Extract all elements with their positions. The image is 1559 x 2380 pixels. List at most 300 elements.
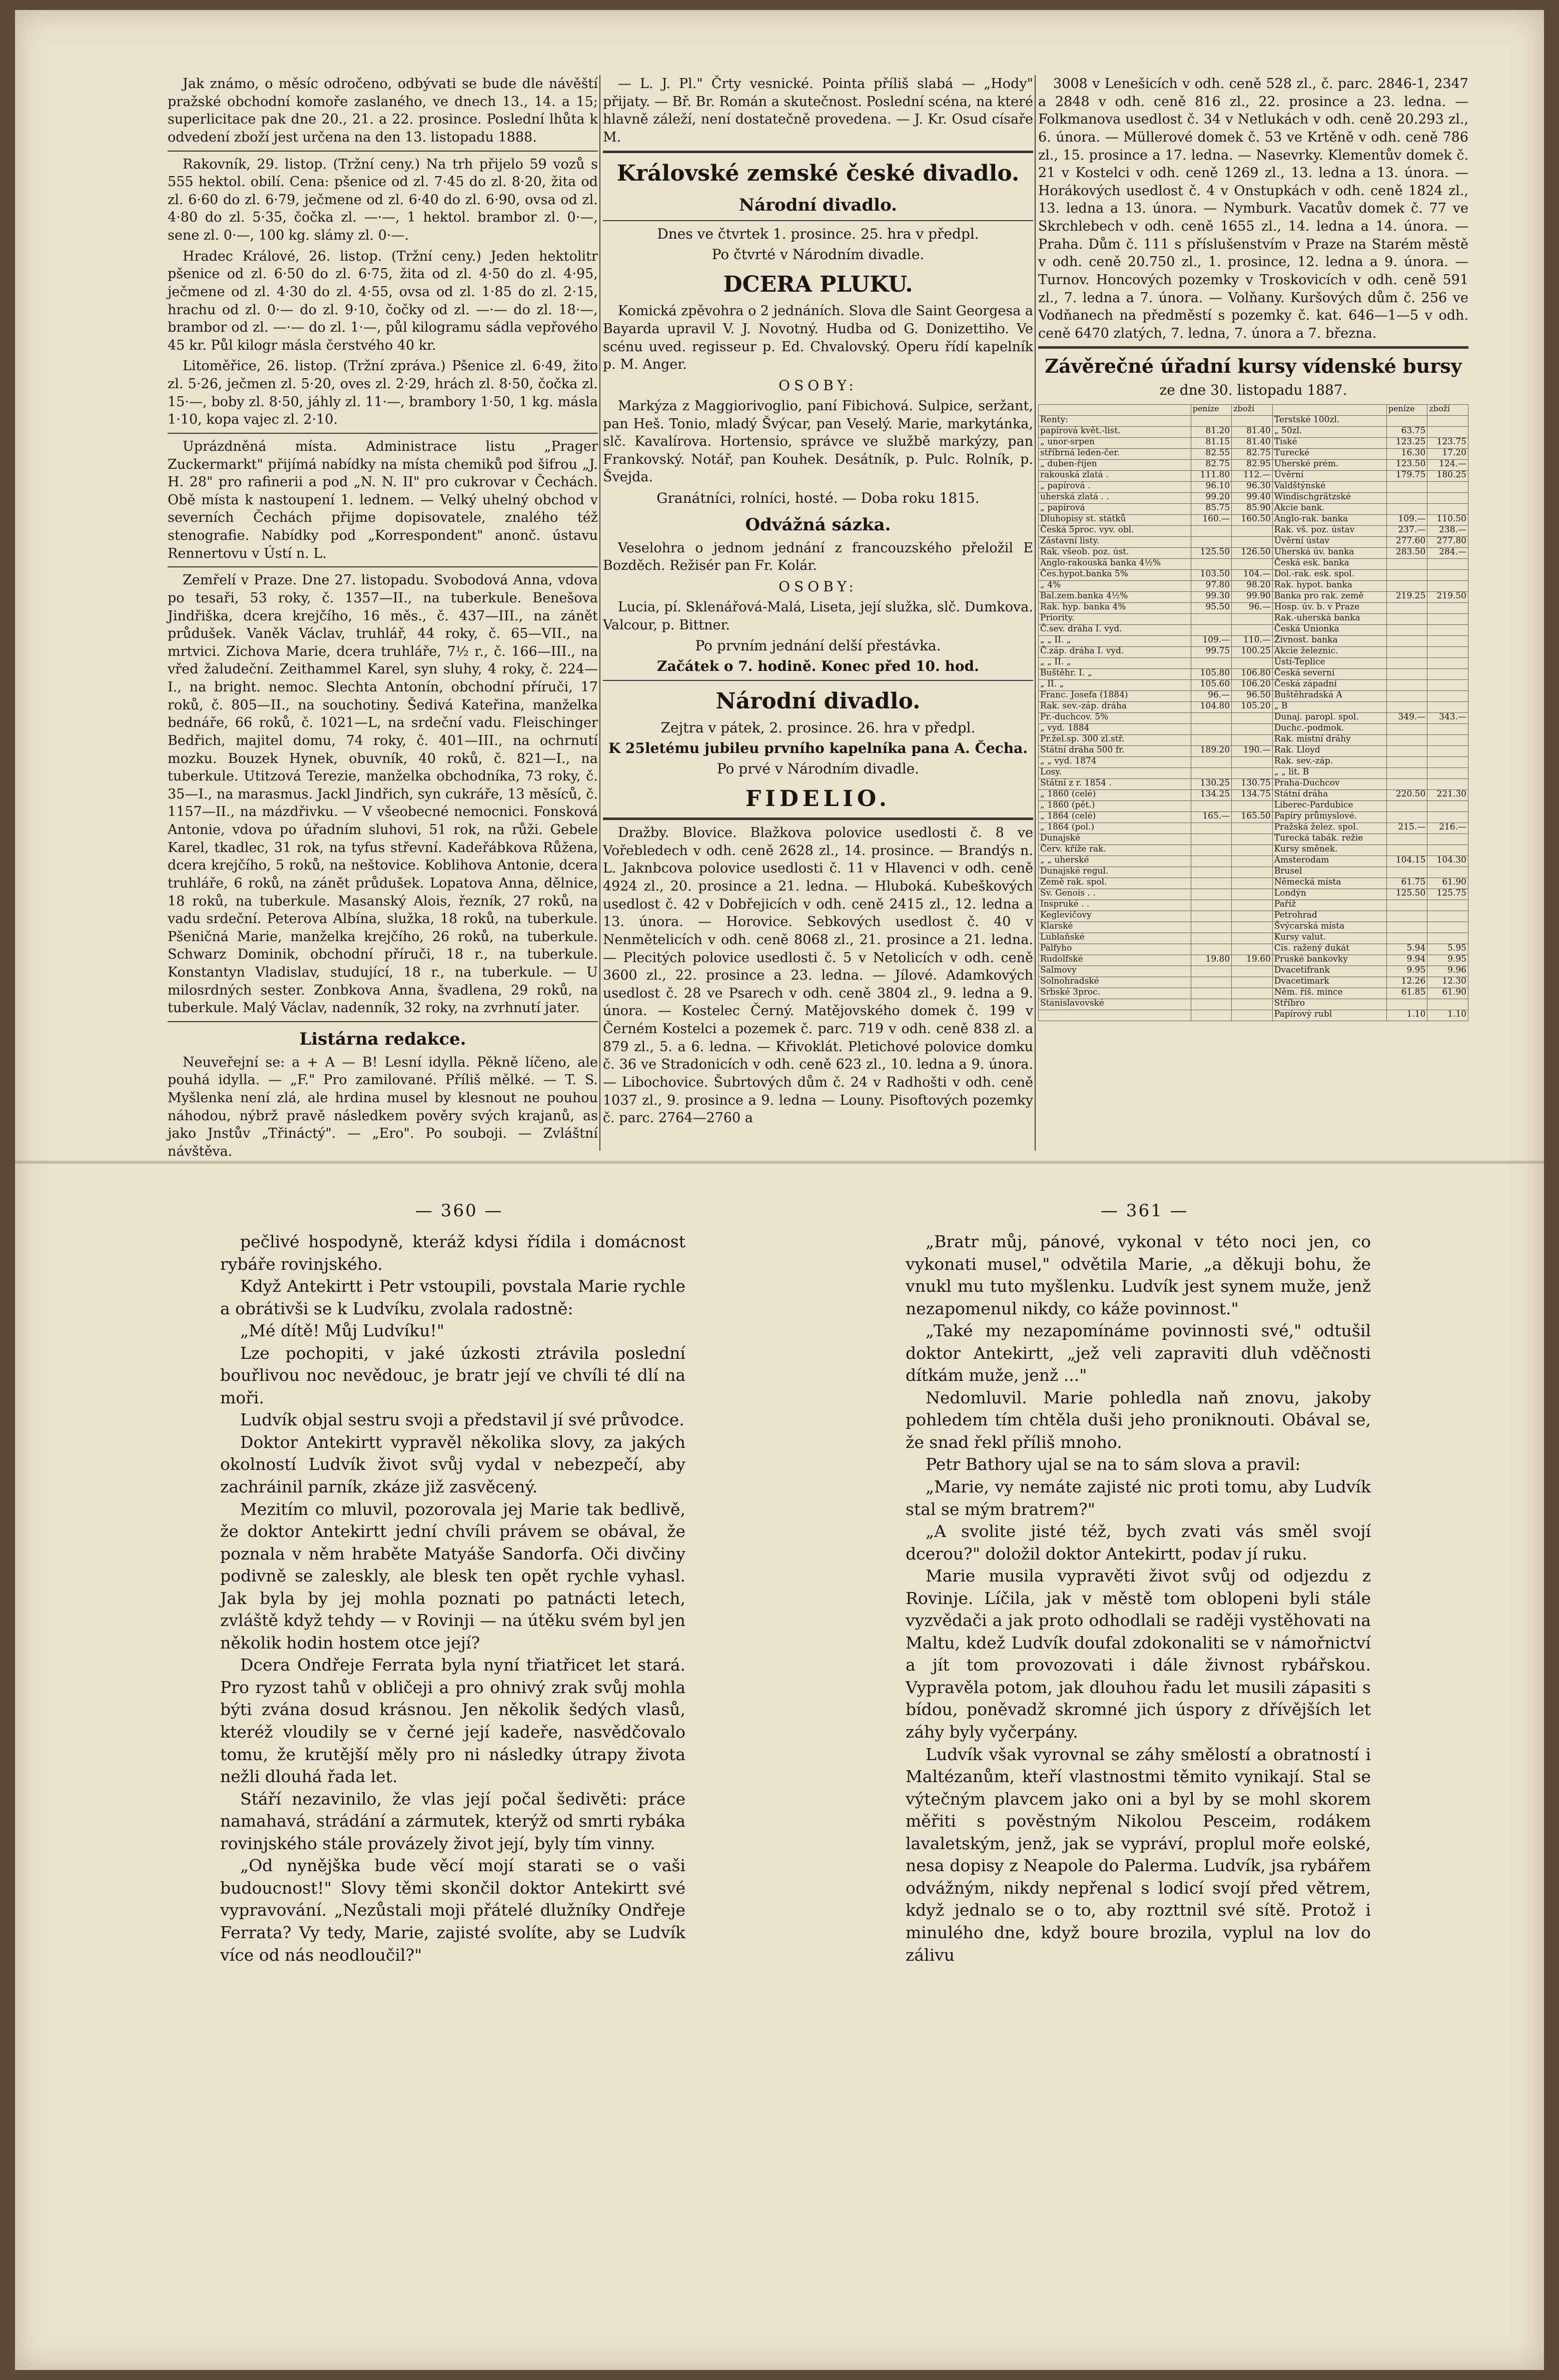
table-cell-label: Ústí-Teplice: [1272, 658, 1386, 669]
table-cell-value: [1191, 625, 1232, 636]
show-title: FIDELIO.: [745, 786, 891, 812]
table-cell-value: 63.75: [1386, 427, 1427, 438]
table-cell-value: 220.50: [1386, 790, 1427, 801]
table-cell-value: [1232, 1010, 1273, 1021]
table-cell-value: [1386, 933, 1427, 944]
table-cell-value: 105.60: [1191, 680, 1232, 691]
divider: [603, 220, 1033, 221]
table-cell-value: [1386, 680, 1427, 691]
table-cell-value: [1232, 944, 1273, 955]
table-cell-value: 85.90: [1232, 504, 1273, 515]
table-cell-value: [1427, 735, 1468, 746]
table-cell-label: Pr.žel.sp. 300 zl.stř.: [1039, 735, 1191, 746]
table-cell-value: 82.75: [1191, 460, 1232, 471]
table-cell-label: Inspruké . .: [1039, 900, 1191, 911]
table-row: [1039, 669, 1468, 680]
table-cell-value: 99.30: [1191, 592, 1232, 603]
table-cell-label: Cís. ražený dukát: [1272, 944, 1386, 955]
table-cell-label: Bal.zem.banka 4½%: [1039, 592, 1191, 603]
deaths-paragraph: Zemřelí v Praze. Dne 27. listopadu. Svobodová Anna, vdova po tesaři, 53 roky, č. 1357—II., na tuberkule. Benešova Jindřiška, dcera krejčího, 16 měs., č. 437—III., na zánět průdušek. Vaněk Václav, truhlář, 44 roky, č. 65—VII., na mrtvici. Zichova Marie, dcera truhláře, 7½ r., č. 166—III., na vřed žaludeční. Zeithammel Karel, syn sluhy, 4 roky, č. 224—I., na bright. nemoc. Slechta Antonín, obchodní příruči, 17 roků, č. 805—II., na souchotiny. Šedivá Kateřina, manželka bednáře, 66 roků, č. 1021—L, na srdeční vadu. Fleischinger Bedřich, majitel domu, 74 roky, č. 401—III., na ochrnutí mozku. Bouzek Hynek, obuvník, 40 roků, č. 821—I., na tuberkule. Utitzová Terezie, manželka obchodníka, 73 roky, č. 35—I., na marasmus. Jackl Jindřich, syn cukráře, 13 měsíců, č. 1157—II., na mázdřivku. — V všeobecné nemocnici. Fonsková Antonie, vdova po úřadním sluhovi, 51 rok, na růži. Gebele Karel, tkadlec, 31 rok, na tyfus střevní. Kadeřábkova Růžena, dcera krejčího, 5 roků, na neštovice. Koblihova Antonie, dcera truhláře, 6 roků, na zánět průdušek. Lopatova Anna, dělnice, 18 roků, na tuberkule. Masanský Alois, řezník, 27 roků, na vadu srdeční. Peterova Albína, služka, 18 roků, na tuberkule. Pšeničná Marie, manželka krejčího, 26 roků, na tuberkule. Schwarz Dominik, obchodní příruči, 18 r., na tuberkule. Konstantyn Vladislav, studující, 18 r., na tuberkule. — U milosrdných sester. Zonbkova Anna, švadlena, 29 roků, na tuberkule. Malý Václav, nadenník, 32 roky, na zvrhnutí jater.: [168, 572, 598, 1016]
divider: [168, 151, 598, 152]
table-cell-value: 105.20: [1232, 702, 1273, 713]
table-row: [1039, 658, 1468, 669]
newspaper-sheet: [15, 10, 1544, 2370]
table-cell-value: 9.96: [1427, 966, 1468, 977]
table-cell-value: 125.50: [1386, 889, 1427, 900]
table-cell-label: „ 1864 (pol.): [1039, 823, 1191, 834]
story-paragraph: „Od nynějška bude věcí mojí starati se o vaši budoucnost!" Slovy těmi skončil doktor Antekirtt své vypravování. „Nezůstali moji přátelé dlužníky Ondřeje Ferrata? Vy tedy, Marie, zajisté svolíte, aby se Ludvík více od nás neodloučil?": [220, 1856, 685, 1965]
show-time: Začátek o 7. hodině. Konec před 10. hod.: [657, 658, 979, 675]
auctions-paragraph: Dražby. Blovice. Blažkova polovice usedlosti č. 8 ve Vořebledech v odh. ceně 2628 zl., 14. prosince. — Brandýs n. L. Jaknbcova polovice usedlosti č. 11 v Hlavenci v odh. ceně 4924 zl., 20. prosince a 21. ledna. — Hluboká. Kubeškových usedlost č. 42 v Dobřejicích v odh. ceně 2415 zl., 12. ledna a 13. února. — Horovice. Sebkových usedlost č. 40 v Nenmětelicích v odh. ceně 8068 zl., 21. prosince a 21. ledna. — Plecitých polovice usedlosti č. 5 v Netolicích v odh. ceně 3600 zl., 22. prosince a 23. ledna. — Jílové. Adamkových usedlost č. 28 ve Psarech v odh. ceně 3804 zl., 9. ledna a 9. února. — Kostelec Černý. Matějovského domek č. 199 v Černém Kostelci a pozemek č. parc. 719 v odh. ceně 838 zl. a 879 zl., 5. a 6. ledna. — Křivoklát. Pletichové polovice domku č. 36 ve Stradonicích v odh. ceně 623 zl., 10. ledna a 9. února. — Libochovice. Šubrtových dům č. 24 v Radhošti v odh. ceně 1037 zl., 9. prosince a 9. ledna — Louny. Pisoftových pozemky č. parc. 2764—2760 a: [603, 825, 1033, 1126]
story-paragraph: Dcera Ondřeje Ferrata byla nyní třiatřicet let stará. Pro ryzost tahů v obličeji a pro ohnivý zrak svůj mohla býti zvána dosud krásnou. Jen několik šedých vlasů, kteréž vloudily se v černé její kadeře, nasvědčovalo tomu, že krutější měly pro ni následky útrapy života nežli dlouhá řada let.: [220, 1655, 685, 1787]
table-cell-value: 9.95: [1427, 955, 1468, 966]
table-cell-value: 123.50: [1386, 460, 1427, 471]
table-cell-value: [1191, 724, 1232, 735]
table-cell-label: Česká Unionka: [1272, 625, 1386, 636]
table-row: [1039, 559, 1468, 570]
table-cell-value: [1191, 977, 1232, 988]
table-cell-label: Rak. vš. poz. ústav: [1272, 526, 1386, 537]
table-cell-value: [1427, 658, 1468, 669]
table-cell-label: Stanislavovské: [1039, 999, 1191, 1010]
table-cell-value: [1427, 768, 1468, 779]
divider: [603, 818, 1033, 820]
table-cell-value: 81.20: [1191, 427, 1232, 438]
table-header: zboží: [1427, 405, 1468, 416]
table-cell-value: 82.55: [1191, 449, 1232, 460]
story-paragraph: Marie musila vypravěti život svůj od odjezdu z Rovinje. Líčila, jak v městě tom oblopeni byli stále vyzvědači a jak proto odhodlali se raději vystěhovati na Maltu, kdež Ludvík doufal zdokonaliti se v námořnictví a jít tom provozovati i dále živnost rybářskou. Vypravěla potom, jak dlouhou řadu let musili zápasiti s bídou, poněvadž skromné jich úspory z dřívějších let záhy byly vyčerpány.: [906, 1566, 1371, 1742]
table-cell-value: [1191, 559, 1232, 570]
table-cell-value: [1232, 878, 1273, 889]
table-cell-value: 61.90: [1427, 878, 1468, 889]
table-cell-label: Č.záp. dráha I. vyd.: [1039, 647, 1191, 658]
table-cell-value: 123.75: [1427, 438, 1468, 449]
table-row: [1039, 900, 1468, 911]
table-row: [1039, 581, 1468, 592]
table-cell-value: [1427, 493, 1468, 504]
show-note: Po prvním jednání delší přestávka.: [695, 637, 941, 654]
table-cell-value: [1386, 746, 1427, 757]
table-cell-value: [1427, 702, 1468, 713]
table-cell-label: Rak. sev.-záp. dráha: [1039, 702, 1191, 713]
table-cell-value: [1232, 867, 1273, 878]
table-cell-label: Státní z r. 1854 .: [1039, 779, 1191, 790]
table-row: [1039, 757, 1468, 768]
table-row: [1039, 779, 1468, 790]
table-cell-label: Salmovy: [1039, 966, 1191, 977]
table-cell-value: [1427, 625, 1468, 636]
table-cell-label: „ „ II. „: [1039, 636, 1191, 647]
table-cell-value: 277.60: [1386, 537, 1427, 548]
table-row: [1039, 911, 1468, 922]
table-cell-value: [1191, 526, 1232, 537]
fold-line: [15, 1161, 1544, 1164]
table-cell-value: [1386, 669, 1427, 680]
table-cell-value: 219.50: [1427, 592, 1468, 603]
table-cell-label: Brusel: [1272, 867, 1386, 878]
table-row: [1039, 526, 1468, 537]
table-cell-value: [1427, 636, 1468, 647]
table-cell-value: [1232, 900, 1273, 911]
table-cell-value: 106.80: [1232, 669, 1273, 680]
table-row: [1039, 691, 1468, 702]
table-cell-value: [1232, 966, 1273, 977]
table-row: [1039, 933, 1468, 944]
table-cell-value: 85.75: [1191, 504, 1232, 515]
table-cell-value: 95.50: [1191, 603, 1232, 614]
table-cell-label: Něm. říš. mince: [1272, 988, 1386, 999]
table-cell-label: „ „ lit. B: [1272, 768, 1386, 779]
table-cell-value: [1191, 889, 1232, 900]
table-cell-label: Liberec-Pardubice: [1272, 801, 1386, 812]
table-cell-label: uherská zlatá . .: [1039, 493, 1191, 504]
table-cell-value: [1386, 614, 1427, 625]
table-cell-label: Palfyho: [1039, 944, 1191, 955]
table-cell-value: [1191, 878, 1232, 889]
table-cell-value: [1191, 911, 1232, 922]
editorial-notes-cont: — L. J. Pl." Črty vesnické. Pointa příliš slabá — „Hody" přijaty. — Bř. Br. Román a skutečnost. Poslední scéna, na které hlavně záleží, není dostatečně provedena. — J. Kr. Osud císaře M.: [603, 76, 1033, 145]
table-cell-value: [1386, 702, 1427, 713]
table-row: [1039, 680, 1468, 691]
table-cell-label: Akcie bank.: [1272, 504, 1386, 515]
table-row: [1039, 1010, 1468, 1021]
table-cell-value: 12.30: [1427, 977, 1468, 988]
table-cell-value: [1427, 933, 1468, 944]
table-cell-value: 81.40: [1232, 438, 1273, 449]
table-cell-label: Hosp. úv. b. v Praze: [1272, 603, 1386, 614]
table-cell-value: [1427, 603, 1468, 614]
divider: [603, 680, 1033, 681]
table-row: [1039, 878, 1468, 889]
table-cell-value: 284.—: [1427, 548, 1468, 559]
table-cell-value: [1427, 427, 1468, 438]
table-row: [1039, 834, 1468, 845]
table-cell-value: 81.15: [1191, 438, 1232, 449]
story-paragraph: „A svolite jisté též, bych zvati vás směl svojí dcerou?" doložil doktor Antekirtt, podav jí ruku.: [906, 1521, 1371, 1563]
table-cell-value: 98.20: [1232, 581, 1273, 592]
table-cell-label: Červ. kříže rak.: [1039, 845, 1191, 856]
table-cell-value: 130.75: [1232, 779, 1273, 790]
table-cell-label: stříbrná leden-čer.: [1039, 449, 1191, 460]
table-cell-value: [1386, 845, 1427, 856]
table-cell-value: 349.—: [1386, 713, 1427, 724]
exchange-date: ze dne 30. listopadu 1887.: [1159, 381, 1347, 398]
exchange-title: Závěrečné úřadní kursy vídenské bursy: [1045, 355, 1462, 378]
table-cell-label: „ „ II. „: [1039, 658, 1191, 669]
table-cell-label: Paříž: [1272, 900, 1386, 911]
column-right: [1038, 75, 1468, 1021]
table-cell-label: Londýn: [1272, 889, 1386, 900]
column-middle: [603, 75, 1033, 1130]
table-header-row: [1039, 405, 1468, 416]
table-cell-label: papírová květ.-list.: [1039, 427, 1191, 438]
table-cell-value: [1386, 768, 1427, 779]
show-description: Veselohra o jednom jednání z francouzského přeložil E Bozděch. Režisér pan Fr. Kolár.: [603, 540, 1033, 574]
table-cell-label: „ B: [1272, 702, 1386, 713]
table-cell-value: 61.90: [1427, 988, 1468, 999]
table-cell-label: „ duben-říjen: [1039, 460, 1191, 471]
table-cell-value: [1232, 922, 1273, 933]
table-header: peníze: [1386, 405, 1427, 416]
story-paragraph: „Bratr můj, pánové, vykonal v této noci jen, co vykonati musel," odvětila Marie, „a děkuji bohu, že vnukl mu tuto myšlenku. Ludvík jest synem muže, jenž nezapomenul nikdy, co káže povinnost.": [906, 1232, 1371, 1318]
table-row: [1039, 504, 1468, 515]
table-cell-value: [1386, 647, 1427, 658]
table-cell-value: 160.—: [1191, 515, 1232, 526]
table-cell-value: [1427, 482, 1468, 493]
table-cell-label: Praha-Duchcov: [1272, 779, 1386, 790]
table-cell-label: Dunaj. paropl. spol.: [1272, 713, 1386, 724]
table-row: [1039, 416, 1468, 427]
table-cell-value: [1232, 988, 1273, 999]
table-cell-value: 130.25: [1191, 779, 1232, 790]
table-cell-label: Valdštýnské: [1272, 482, 1386, 493]
table-cell-label: „ papírová: [1039, 504, 1191, 515]
story-paragraph: Stáří nezavinilo, že vlas její počal šedivěti: práce namahavá, strádání a zármutek, kterýž od smrti rybáka rovinjského stále provázely život její, byly tím vinny.: [220, 1789, 685, 1853]
table-cell-value: [1386, 482, 1427, 493]
table-cell-value: [1427, 680, 1468, 691]
column-rule: [1035, 75, 1036, 1151]
table-row: [1039, 570, 1468, 581]
show-note: Po čtvrté v Národním divadle.: [711, 246, 925, 263]
table-cell-label: Dol.-rak. esk. spol.: [1272, 570, 1386, 581]
table-header: [1272, 405, 1386, 416]
table-cell-value: [1386, 658, 1427, 669]
table-cell-label: Rak. místní dráhy: [1272, 735, 1386, 746]
table-cell-value: [1232, 526, 1273, 537]
table-cell-label: Tiské: [1272, 438, 1386, 449]
table-cell-value: 5.94: [1386, 944, 1427, 955]
market-report-rakovnik: Rakovník, 29. listop. (Tržní ceny.) Na trh přijelo 59 vozů s 555 hektol. obilí. Cena: pšenice od zl. 7·45 do zl. 8·20, žita od zl. 6·60 do zl. 6·79, ječmene od zl. 6·40 do zl. 6·90, ovsa od zl. 4·80 do zl. 5·35, čočka zl. —·—, 1 hektol. brambor zl. 0·—, sene zl. 0·—, 100 kg. slámy zl. 0·—.: [168, 156, 598, 243]
table-row: [1039, 460, 1468, 471]
exchange-table: [1038, 404, 1468, 1021]
table-cell-label: Akcie železnic.: [1272, 647, 1386, 658]
table-cell-label: „ 50zl.: [1272, 427, 1386, 438]
table-cell-value: [1191, 900, 1232, 911]
story-right-page: [906, 1231, 1371, 1966]
table-cell-value: [1232, 856, 1273, 867]
table-cell-value: [1386, 812, 1427, 823]
table-cell-label: Papírový rubl: [1272, 1010, 1386, 1021]
table-cell-value: 99.20: [1191, 493, 1232, 504]
table-cell-label: Pražská želez. spol.: [1272, 823, 1386, 834]
table-cell-value: 104.—: [1232, 570, 1273, 581]
table-cell-value: [1191, 988, 1232, 999]
table-cell-value: [1191, 845, 1232, 856]
table-cell-value: [1386, 570, 1427, 581]
table-cell-label: Rudolfské: [1039, 955, 1191, 966]
table-cell-value: 81.40: [1232, 427, 1273, 438]
table-cell-value: [1232, 823, 1273, 834]
table-cell-value: [1191, 801, 1232, 812]
table-cell-value: [1386, 801, 1427, 812]
table-cell-value: [1386, 636, 1427, 647]
table-cell-value: [1232, 834, 1273, 845]
show-date: Dnes ve čtvrtek 1. prosince. 25. hra v předpl.: [657, 226, 979, 243]
table-cell-value: [1427, 669, 1468, 680]
table-cell-value: 96.30: [1232, 482, 1273, 493]
show-title: DCERA PLUKU.: [723, 272, 913, 298]
table-cell-label: Pruské bankovky: [1272, 955, 1386, 966]
table-cell-label: Rak. Lloyd: [1272, 746, 1386, 757]
table-cell-label: Rak. sev.-záp.: [1272, 757, 1386, 768]
table-cell-label: Petrohrad: [1272, 911, 1386, 922]
table-cell-label: Pr.-duchcov. 5%: [1039, 713, 1191, 724]
table-cell-label: Úvěrní ústav: [1272, 537, 1386, 548]
table-row: [1039, 801, 1468, 812]
table-cell-value: 82.95: [1232, 460, 1273, 471]
table-cell-value: 96.10: [1191, 482, 1232, 493]
table-cell-label: „ 1860 (pět.): [1039, 801, 1191, 812]
market-report-litomerice: Litoměřice, 26. listop. (Tržní zpráva.) Pšenice zl. 6·49, žito zl. 5·26, ječmen zl. 5·20, oves zl. 2·29, hrách zl. 8·50, čočka zl. 15·—, boby zl. 8·50, jáhly zl. 11·—, brambory 1·50, 1 kg. másla 1·10, kopa vajec zl. 2·10.: [168, 358, 598, 428]
table-cell-value: [1427, 504, 1468, 515]
table-cell-value: [1386, 603, 1427, 614]
table-cell-value: 96.—: [1191, 691, 1232, 702]
show-cast: Markýza z Maggiorivoglio, paní Fibichová. Sulpice, seržant, pan Heš. Tonio, mladý Švýcar, pan Veselý. Marie, markytánka, slč. Kavalírova. Hortensio, správce ve službě markýzy, pan Frankovský. Notář, pan Kouhek. Desátník, p. Pulc. Rolník, p. Švejda.: [603, 398, 1033, 485]
table-cell-label: Česká západní: [1272, 680, 1386, 691]
table-cell-value: 99.40: [1232, 493, 1273, 504]
table-cell-value: [1232, 713, 1273, 724]
table-cell-label: „ „ vyd. 1874: [1039, 757, 1191, 768]
table-cell-value: 61.75: [1386, 878, 1427, 889]
table-cell-value: 97.80: [1191, 581, 1232, 592]
table-cell-value: [1191, 966, 1232, 977]
table-cell-value: 104.80: [1191, 702, 1232, 713]
exchange-table-body: [1039, 416, 1468, 1021]
table-cell-label: „ 1864 (celé): [1039, 812, 1191, 823]
table-cell-value: 190.—: [1232, 746, 1273, 757]
show-note: Granátníci, rolníci, hosté. — Doba roku 1815.: [656, 490, 980, 507]
story-paragraph: Ludvík však vyrovnal se záhy smělostí a obratností i Maltézanům, kteří vlastnostmi těmito vynikají. Stal se výtečným plavcem jako oni a byl by se mohl skorem měřiti s pověstným Nikolou Pesceim, rodákem lavaletským, jenž, jak se vypráví, proplul moře eolské, nesa dopisy z Neapole do Palerma. Ludvík, jsa rybářem odvážným, nikdy nepřenal s lodicí svojí před větrem, když jednalo se o to, aby rozttnil své sítě. Protož i minulého dne, když boure brozila, vyplul na lov do zálivu: [906, 1744, 1371, 1965]
table-cell-value: 100.25: [1232, 647, 1273, 658]
market-report-hradec: Hradec Králové, 26. listop. (Tržní ceny.) Jeden hektolitr pšenice od zl. 6·50 do zl. 6·75, žita od zl. 4·50 do zl. 4·95, ječmene od zl. 4·30 do zl. 4·55, ovsa od zl. 1·85 do zl. 2·15, hrachu od zl. 0·— do zl. 9·10, čočky od zl. —·— do zl. 18·—, brambor od zl. —·— do zl. 1·—, půl kilogramu sádla vepřového 45 kr. Půl kilogr másla čerstvého 40 kr.: [168, 248, 598, 353]
table-cell-label: Kursy směnek.: [1272, 845, 1386, 856]
table-cell-value: [1386, 735, 1427, 746]
table-cell-value: [1427, 691, 1468, 702]
table-cell-label: Dluhopisy st. státků: [1039, 515, 1191, 526]
table-cell-value: [1191, 999, 1232, 1010]
table-cell-value: [1427, 559, 1468, 570]
table-row: [1039, 636, 1468, 647]
table-cell-value: [1191, 867, 1232, 878]
table-cell-label: Lublaňské: [1039, 933, 1191, 944]
top-page: [15, 10, 1544, 1159]
table-cell-value: 111.80: [1191, 471, 1232, 482]
table-cell-value: 124.—: [1427, 460, 1468, 471]
table-cell-label: Rak. hypot. banka: [1272, 581, 1386, 592]
table-cell-label: Rak. všeob. poz. úst.: [1039, 548, 1191, 559]
table-cell-label: Franc. Josefa (1884): [1039, 691, 1191, 702]
table-cell-label: „ 1860 (celé): [1039, 790, 1191, 801]
table-row: [1039, 746, 1468, 757]
table-cell-label: Anglo-rak. banka: [1272, 515, 1386, 526]
table-cell-value: [1191, 922, 1232, 933]
table-cell-value: [1427, 724, 1468, 735]
table-row: [1039, 482, 1468, 493]
table-cell-value: [1232, 559, 1273, 570]
table-row: [1039, 812, 1468, 823]
table-cell-label: Rak.-uherská banka: [1272, 614, 1386, 625]
table-cell-value: [1386, 779, 1427, 790]
table-cell-value: [1386, 834, 1427, 845]
story-paragraph: „Marie, vy nemáte zajisté nic proti tomu, aby Ludvík stal se mým bratrem?": [906, 1477, 1371, 1519]
table-cell-value: [1191, 658, 1232, 669]
table-cell-value: 277.80: [1427, 537, 1468, 548]
table-cell-value: [1427, 647, 1468, 658]
table-cell-value: 123.25: [1386, 438, 1427, 449]
table-cell-value: [1427, 614, 1468, 625]
table-cell-value: [1386, 416, 1427, 427]
table-header: peníze: [1191, 405, 1232, 416]
table-cell-value: [1191, 735, 1232, 746]
table-cell-label: Solnohradské: [1039, 977, 1191, 988]
table-cell-value: 283.50: [1386, 548, 1427, 559]
table-cell-label: Rak. hyp. banka 4%: [1039, 603, 1191, 614]
cast-heading: OSOBY:: [778, 578, 858, 595]
table-cell-value: [1191, 1010, 1232, 1021]
show-note: K 25letému jubileu prvního kapelníka pana A. Čecha.: [608, 740, 1028, 757]
table-cell-value: 5.95: [1427, 944, 1468, 955]
cast-heading: OSOBY:: [778, 377, 858, 394]
table-cell-label: Anglo-rakouská banka 4½%: [1039, 559, 1191, 570]
table-cell-value: 17.20: [1427, 449, 1468, 460]
column-left: [168, 75, 598, 1164]
table-row: [1039, 625, 1468, 636]
table-cell-value: [1191, 614, 1232, 625]
table-header: [1039, 405, 1191, 416]
table-cell-value: [1232, 999, 1273, 1010]
table-cell-value: 343.—: [1427, 713, 1468, 724]
table-row: [1039, 944, 1468, 955]
table-cell-value: [1232, 537, 1273, 548]
table-cell-value: [1386, 900, 1427, 911]
table-cell-value: [1386, 867, 1427, 878]
table-cell-value: 134.75: [1232, 790, 1273, 801]
table-cell-value: 219.25: [1386, 592, 1427, 603]
table-row: [1039, 955, 1468, 966]
table-cell-value: [1232, 724, 1273, 735]
table-row: [1039, 823, 1468, 834]
table-row: [1039, 438, 1468, 449]
table-cell-value: [1427, 416, 1468, 427]
table-cell-value: [1191, 823, 1232, 834]
table-cell-label: Země rak. spol.: [1039, 878, 1191, 889]
table-cell-value: 103.50: [1191, 570, 1232, 581]
table-cell-label: Česká severní: [1272, 669, 1386, 680]
story-paragraph: Mezitím co mluvil, pozorovala jej Marie tak bedlivě, že doktor Antekirtt jední chvíli právem se obával, že poznala v něm hraběte Matyáše Sandorfa. Oči divčiny podivně se zaleskly, ale blesk ten opět rychle vyhasl. Jak byla by jej mohla poznati po patnácti letech, zvláště když tehdy — v Rovinji — na útěku svém byl jen několik hodin hostem otce její?: [220, 1499, 685, 1653]
table-cell-value: [1427, 757, 1468, 768]
table-cell-value: 19.80: [1191, 955, 1232, 966]
table-cell-value: 238.—: [1427, 526, 1468, 537]
table-cell-value: [1386, 691, 1427, 702]
table-cell-label: Windischgrätzské: [1272, 493, 1386, 504]
table-cell-value: 9.95: [1386, 966, 1427, 977]
table-cell-value: [1427, 911, 1468, 922]
table-cell-value: 110.50: [1427, 515, 1468, 526]
text-paragraph: Jak známo, o měsíc odročeno, odbývati se bude dle návěští pražské obchodní komoře zaslaného, ve dnech 13., 14. a 15; superlicitace pak dne 20., 21. a 22. prosince. Poslední lhůta k odvedení zboží jest určena na den 13. listopadu 1888.: [168, 76, 598, 145]
table-cell-value: [1232, 614, 1273, 625]
table-cell-value: 125.75: [1427, 889, 1468, 900]
column-rule: [599, 75, 600, 1151]
table-cell-value: [1427, 867, 1468, 878]
auctions-paragraph-cont: 3008 v Lenešicích v odh. ceně 528 zl., č. parc. 2846-1, 2347 a 2848 v odh. ceně 816 zl., 22. prosince a 23. ledna. — Folkmanova usedlost č. 34 v Netlukách v odh. ceně 20.293 zl., 6. února. — Müllerové domek č. 53 ve Krtěně v odh. ceně 786 zl., 15. prosince a 17. ledna. — Nasevrky. Klementův domek č. 21 v Kostelci v odh. ceně 1269 zl., 13. ledna a 13. února. — Horákových usedlost č. 4 v Onstupkách v odh. ceně 1824 zl., 13. ledna a 13. února. — Nymburk. Vacatův domek č. 77 ve Skrchlebech v odh. ceně 1655 zl., 14. ledna a 14. února. — Praha. Dům č. 111 s příslušenstvím v Praze na Starém městě v odh. ceně 20.750 zl., 1. prosince, 12. ledna a 9. února. — Turnov. Honcových pozemky v Troskovicích v odh. ceně 591 zl., 7. ledna a 7. února. — Volňany. Kuršových dům č. 256 ve Vodňanech na předměstí s pozemky č. kat. 646—1—5 v odh. ceně 6470 zlatých, 7. ledna, 7. února a 7. března.: [1038, 76, 1468, 341]
table-cell-value: 96.—: [1232, 603, 1273, 614]
story-paragraph: Když Antekirtt i Petr vstoupili, povstala Marie rychle a obrátivši se k Ludvíku, zvolala radostně:: [220, 1276, 685, 1318]
table-cell-label: Státní dráha: [1272, 790, 1386, 801]
table-cell-label: Německá místa: [1272, 878, 1386, 889]
table-cell-value: 1.10: [1427, 1010, 1468, 1021]
table-row: [1039, 548, 1468, 559]
table-cell-value: [1386, 922, 1427, 933]
